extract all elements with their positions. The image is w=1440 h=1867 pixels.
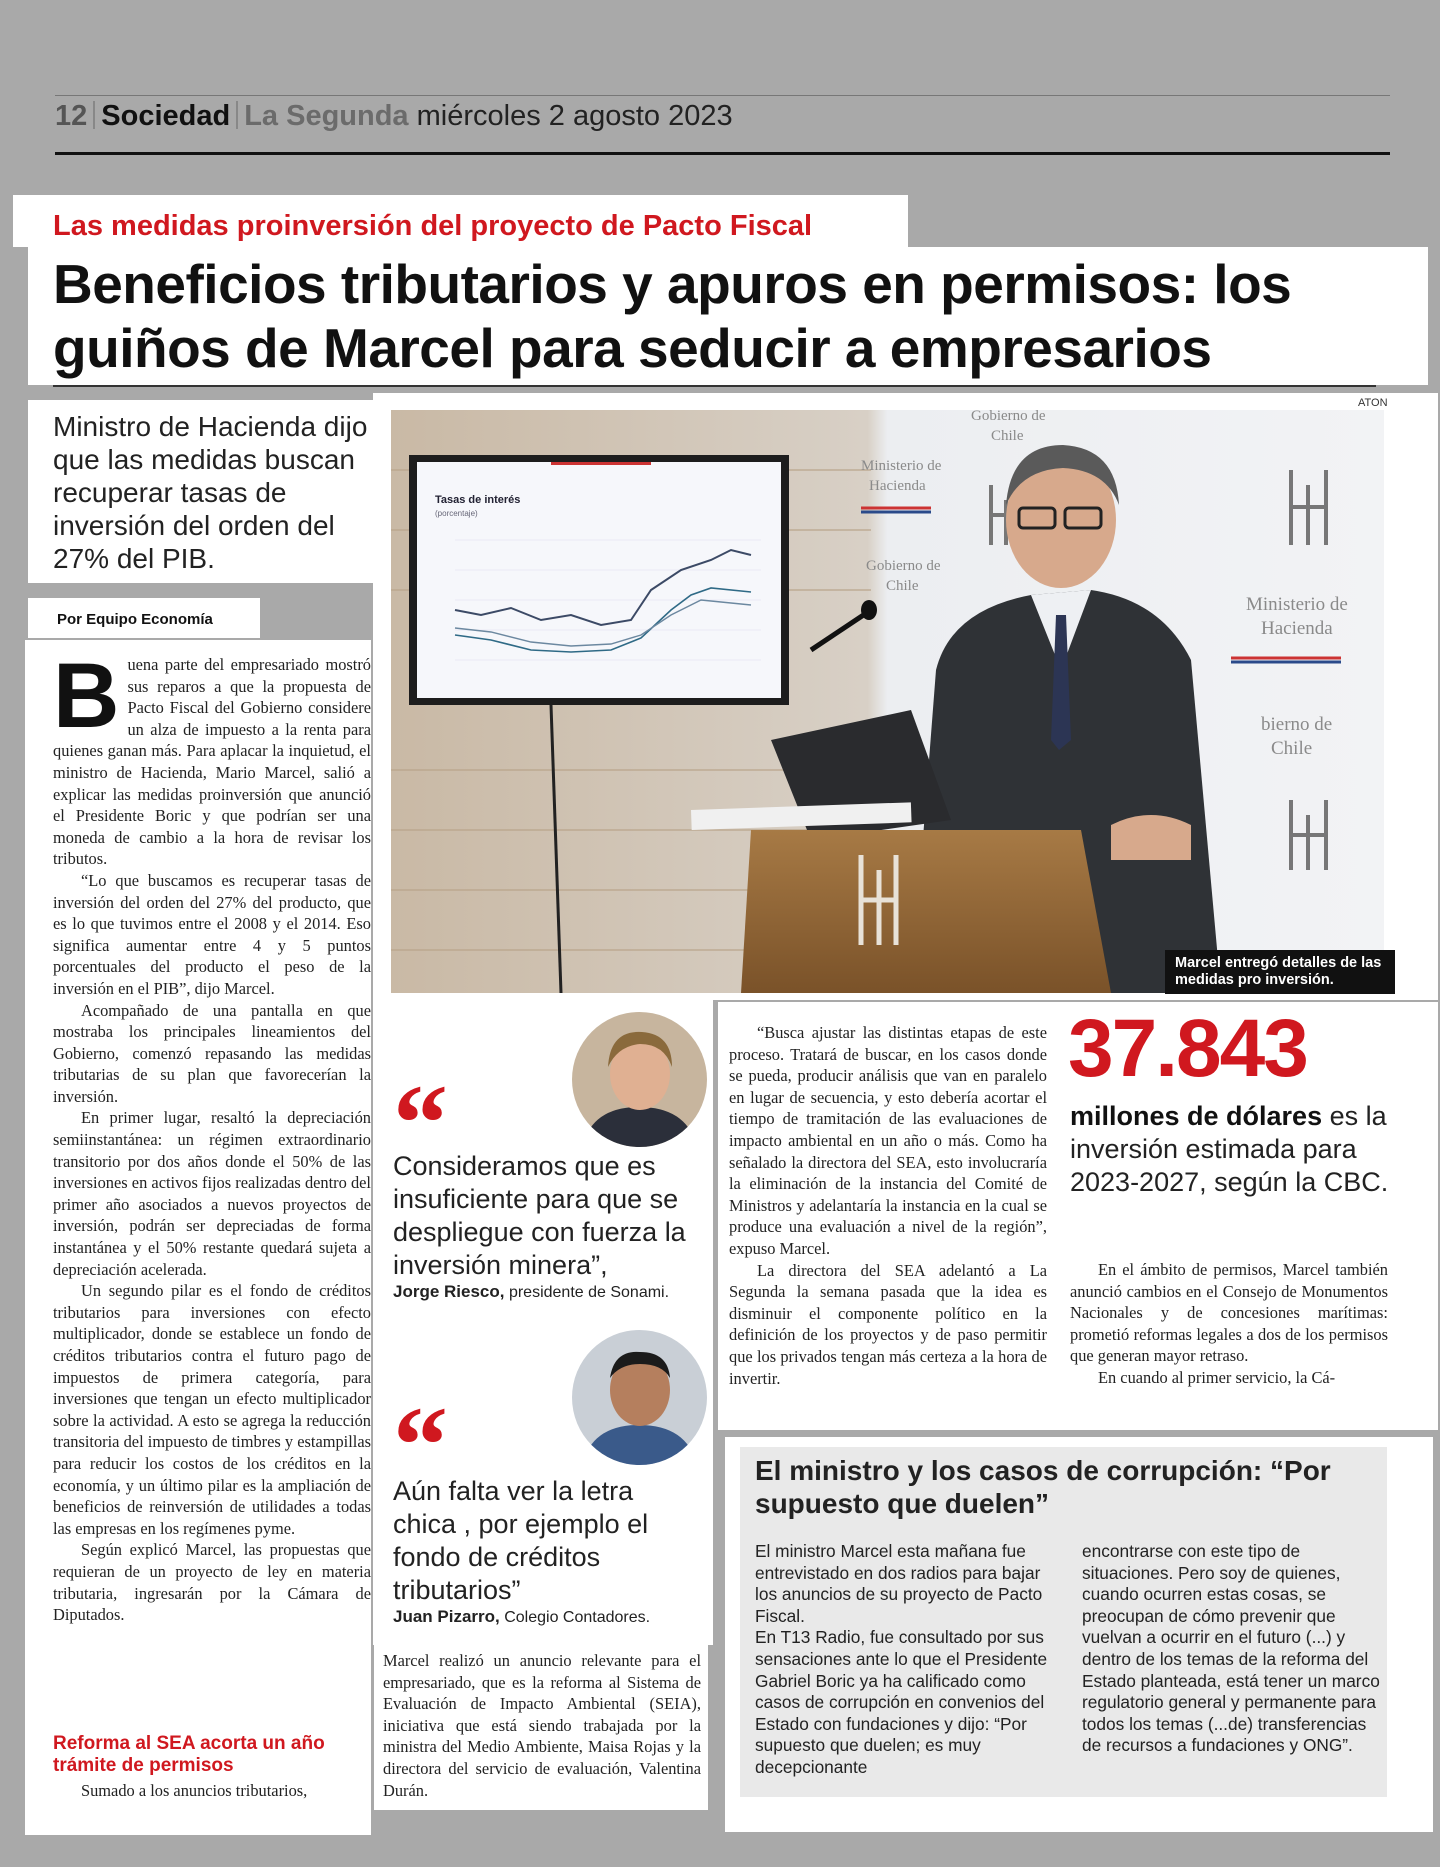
- article-column-4: [729, 1022, 1047, 1389]
- paragraph: “Lo que buscamos es recuperar tasas de inversión del orden del 27% del producto, que es lo que tuvimos entre el 2008 y el 2014. Eso significa aumentar entre 4 y 5 puntos porcentuales del producto el peso de la inversión en el PIB”, dijo Marcel.: [53, 870, 371, 998]
- press-photo-illustration: [391, 410, 1384, 993]
- sidebar-box-column-1: El ministro Marcel esta mañana fue entrevistado en dos radios para bajar los anuncios de su proyecto de Pacto Fiscal. En T13 Radio, fue consultado por sus sensaciones ante lo que el Presidente Gabriel Boric ya ha calificado como casos de corrupción en convenios del Estado con fundaciones y dijo: “Por supuesto que duelen; es muy decepcionante: [755, 1541, 1048, 1777]
- masthead-rule-bottom: [55, 152, 1390, 155]
- byline: Por Equipo Economía: [57, 611, 213, 628]
- quote-attribution-2: [393, 1607, 713, 1627]
- quote-role: presidente de Sonami.: [508, 1284, 670, 1301]
- lede: Ministro de Hacienda dijo que las medidas buscan recuperar tasas de inversión del orden del 27% del PIB.: [53, 411, 368, 574]
- svg-text:Gobierno de: Gobierno de: [971, 410, 1046, 424]
- paragraph: Acompañado de una pantalla en que mostraba los principales lineamientos del Gobierno, comenzó repasando las medidas tributarias de su plan que favorecerían la inversión.: [53, 1000, 371, 1106]
- quote-author: Jorge Riesco,: [393, 1282, 505, 1301]
- issue-date: miércoles 2 agosto 2023: [416, 100, 733, 132]
- svg-text:Ministerio de: Ministerio de: [861, 458, 942, 474]
- screen-title: Tasas de interés: [435, 494, 521, 506]
- subhead: Reforma al SEA acorta un año trámite de permisos: [53, 1733, 325, 1776]
- paragraph: La directora del SEA adelantó a La Segunda la semana pasada que la idea es disminuir el componente político en la definición de los proyectos y de paso permitir que los privados tengan más certeza a la hora de invertir.: [729, 1260, 1047, 1388]
- photo-credit: ATON: [1358, 397, 1388, 409]
- paragraph: Sumado a los anuncios tributarios,: [81, 1781, 308, 1800]
- quote-mark-icon: “: [393, 1062, 448, 1184]
- svg-text:Hacienda: Hacienda: [869, 478, 926, 494]
- svg-text:Chile: Chile: [991, 428, 1024, 444]
- paragraph: Según explicó Marcel, las propuestas que requieran de un proyecto de ley en materia tributaria, ingresarán por la Cámara de Diputados.: [53, 1540, 371, 1625]
- photo-caption: Marcel entregó detalles de las medidas pro inversión.: [1175, 955, 1382, 988]
- sidebar-box-column-2: encontrarse con este tipo de situaciones. Pero soy de quienes, cuando ocurren estas cosas, se preocupan de cómo prevenir que vuelvan a ocurrir en el futuro (...) y dentro de los temas de la reforma del Estado planteada, está tener un marco regulatorio general y permanente para todos los temas (...de) transferencias de recursos a fundaciones y ONG”.: [1082, 1541, 1380, 1756]
- paragraph: En el ámbito de permisos, Marcel también anunció cambios en el Consejo de Monumentos Nacionales y de concesiones marítimas: prometió reformas legales a dos de los permisos que generan mayor retraso.: [1070, 1260, 1388, 1366]
- screen-subtitle: (porcentaje): [435, 509, 478, 518]
- svg-text:Gobierno de: Gobierno de: [866, 558, 941, 574]
- masthead-rule-top: [55, 95, 1390, 96]
- headline: Beneficios tributarios y apuros en permisos: los guiños de Marcel para seducir a empresarios: [53, 253, 1292, 379]
- paragraph: Un segundo pilar es el fondo de créditos tributarios para inversiones con efecto multiplicador, donde se establece un fondo de créditos tributarios contra el futuro pago de impuestos de primera categoría, para inversiones que tengan un efecto multiplicador sobre la actividad. A esto se agrega la reducción transitoria del impuesto de timbres y estampillas para reducir los costos de los créditos en la economía, y un último pilar es la ampliación de beneficios de reinversión de utilidades a todas las empresas en los regímenes pyme.: [53, 1281, 371, 1538]
- quote-role: Colegio Contadores.: [504, 1609, 651, 1626]
- svg-text:bierno de: bierno de: [1261, 714, 1333, 735]
- page-number: 12: [55, 100, 88, 132]
- paper-name: La Segunda: [244, 100, 409, 132]
- svg-text:Chile: Chile: [1271, 738, 1313, 759]
- paragraph: En primer lugar, resaltó la depreciación semiinstantánea: un régimen extraordinario transitorio por dos años donde el 50% de las inversiones en activos fijos realizadas dentro del primer año asociados a nuevos proyectos de inversión, podrán ser depreciadas de forma instantánea y el 50% restante quedará sujeta a depreciación acelerada.: [53, 1108, 371, 1279]
- article-column-3: Marcel realizó un anuncio relevante para el empresariado, que es la reforma al Sistema de Evaluación de Impacto Ambiental (SEIA), iniciativa que está siendo trabajada por la ministra del Medio Ambiente, Maisa Rojas y la directora del servicio de evaluación, Valentina Durán.: [383, 1651, 701, 1800]
- quote-attribution-1: [393, 1282, 713, 1302]
- section-name: Sociedad: [101, 100, 231, 132]
- portrait-illustration: [572, 1012, 707, 1147]
- article-column-1: [53, 645, 371, 1626]
- svg-text:Hacienda: Hacienda: [1261, 618, 1333, 639]
- svg-text:Ministerio de: Ministerio de: [1246, 594, 1348, 615]
- avatar-juan-pizarro: [572, 1330, 707, 1465]
- article-column-5: [1070, 1259, 1388, 1389]
- avatar-jorge-riesco: [572, 1012, 707, 1147]
- paragraph: “Busca ajustar las distintas etapas de este proceso. Tratará de buscar, en los casos donde se pueda, producir análisis que van en paralelo en lugar de secuencia, y esto debería acortar el tiempo de tramitación de las evaluaciones de impacto ambiental en un año o más. Como ha señalado la directora del SEA, esto involucraría la eliminación de la instancia del Comité de Ministros y adelantaría la instancia en la cual se produce una evaluación a nivel de la región”, expuso Marcel.: [729, 1023, 1047, 1258]
- headline-rule: [53, 385, 1376, 387]
- svg-text:Chile: Chile: [886, 578, 919, 594]
- quote-author: Juan Pizarro,: [393, 1607, 500, 1626]
- stat-unit: millones de dólares: [1070, 1101, 1323, 1131]
- kicker: Las medidas proinversión del proyecto de Pacto Fiscal: [53, 210, 813, 242]
- pull-quote-2: Aún falta ver la letra chica , por ejemplo el fondo de créditos tributarios”: [393, 1476, 649, 1605]
- masthead: [55, 100, 733, 133]
- press-photo: [391, 410, 1384, 993]
- paragraph: En cuando al primer servicio, la Cá-: [1098, 1367, 1336, 1387]
- paragraph: Buena parte del empresariado mostró sus reparos a que la propuesta de Pacto Fiscal del Gobierno considere un alza de impuesto a la renta para quienes ganan más. Para aplacar la inquietud, el ministro de Hacienda, Mario Marcel, salió a explicar las medidas proinversión que anunció el Presidente Boric y que podrían ser una moneda de cambio a la hora de revisar los tributos.: [53, 645, 371, 869]
- pull-quote-1: Consideramos que es insuficiente para que se despliegue con fuerza la inversión minera”,: [393, 1151, 686, 1280]
- stat-description: [1070, 1100, 1400, 1199]
- drop-cap: B: [53, 645, 120, 747]
- stat-number: 37.843: [1068, 1003, 1307, 1094]
- portrait-illustration: [572, 1330, 707, 1465]
- quote-mark-icon: “: [393, 1384, 448, 1506]
- stat-rest: es la inversión estimada para 2023-2027, según la CBC.: [1070, 1101, 1389, 1197]
- sidebar-box-title: El ministro y los casos de corrupción: “Por supuesto que duelen”: [755, 1455, 1331, 1519]
